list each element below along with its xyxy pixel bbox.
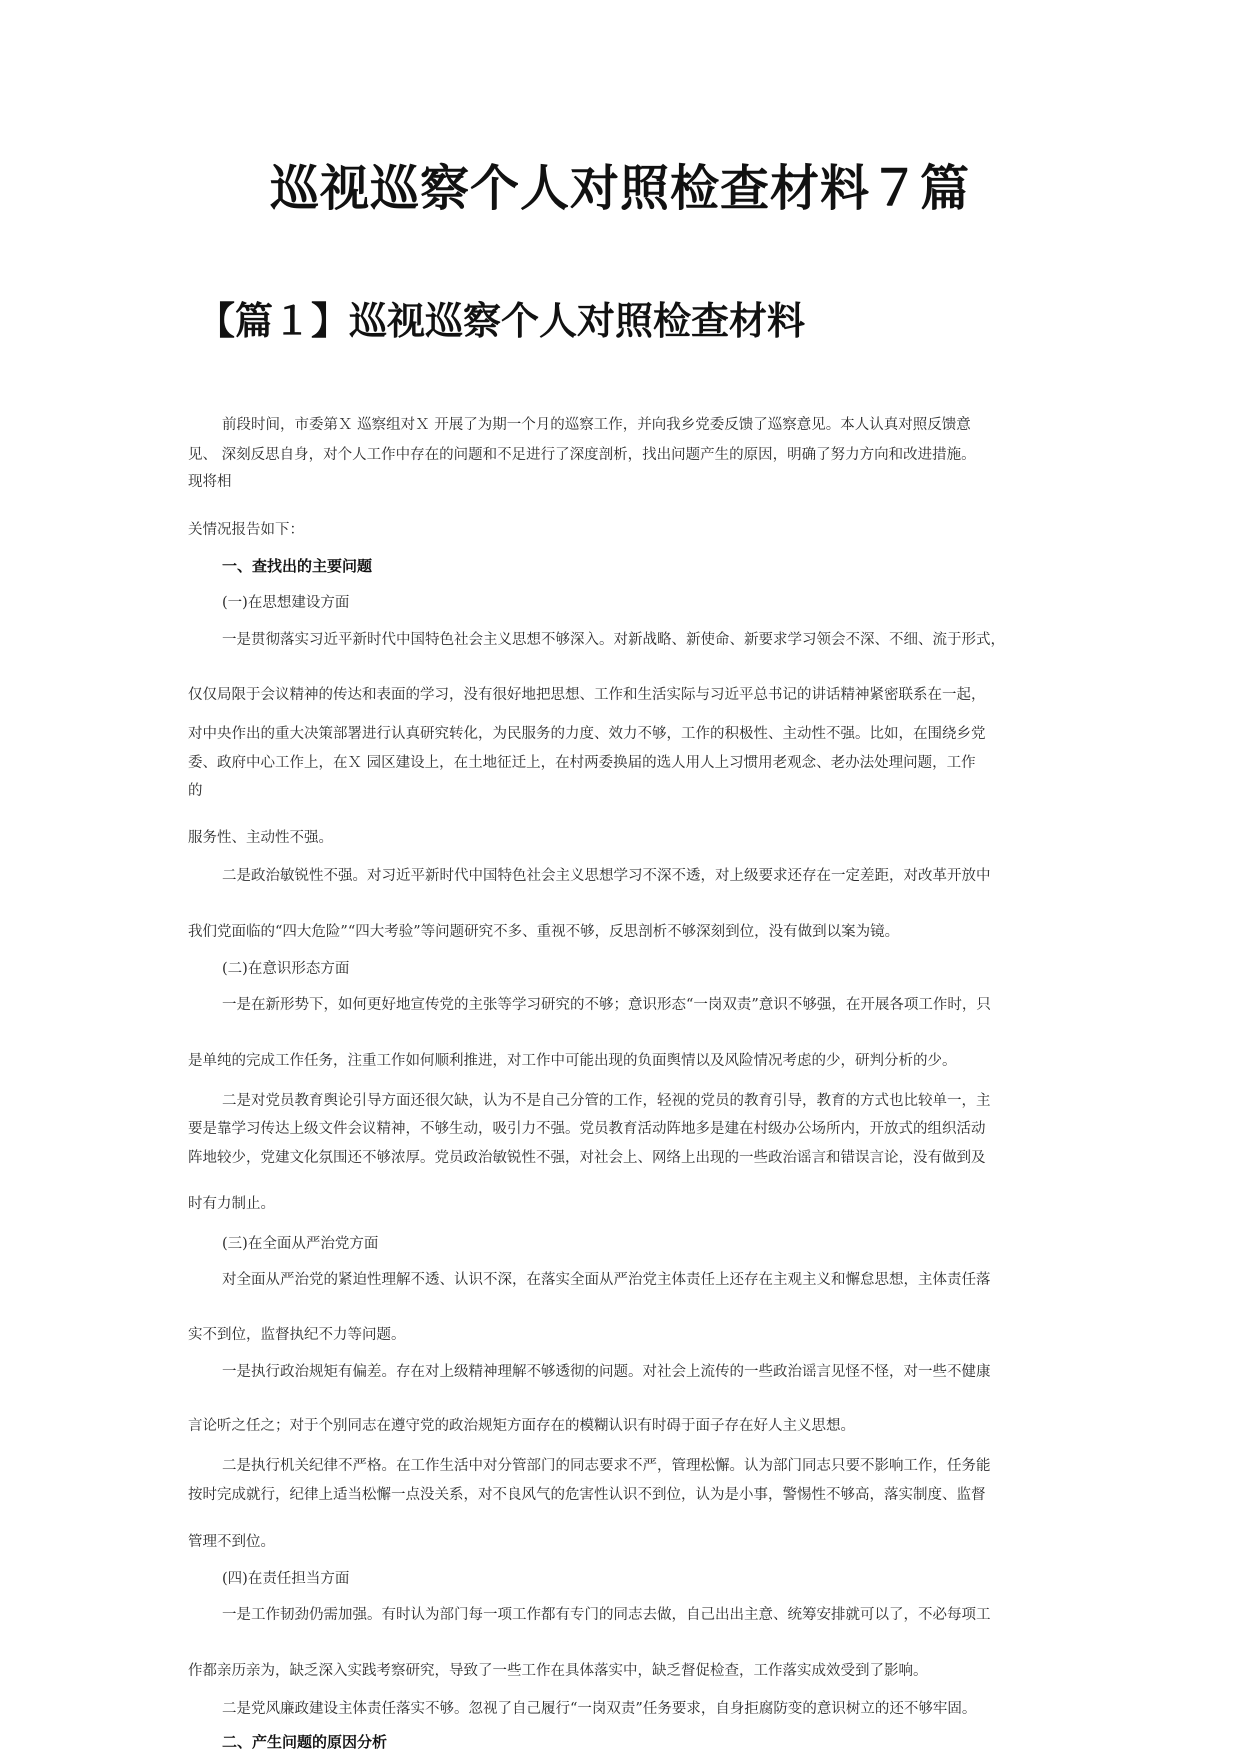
paragraph-line: 关情况报告如下：	[188, 522, 304, 538]
paragraph-line: 前段时间，市委第Ｘ 巡察组对Ｘ 开展了为期一个月的巡察工作，并向我乡党委反馈了巡察意见。本人认真对照反馈意	[222, 417, 971, 433]
paragraph-line: 的	[188, 783, 203, 799]
document-title: 巡视巡察个人对照检查材料７篇	[269, 159, 970, 217]
heading-main-problems: 一、查找出的主要问题	[222, 557, 373, 575]
paragraph-line: 作都亲历亲为，缺乏深入实践考察研究，导致了一些工作在具体落实中，缺乏督促检查，工作落实成效受到了影响。	[188, 1663, 928, 1679]
subheading: (三)在全面从严治党方面	[222, 1236, 379, 1252]
paragraph-line: 二是对党员教育舆论引导方面还很欠缺，认为不是自己分管的工作，轻视的党员的教育引导，教育的方式也比较单一，主	[222, 1093, 991, 1109]
paragraph-line: 二是政治敏锐性不强。对习近平新时代中国特色社会主义思想学习不深不透，对上级要求还存在一定差距，对改革开放中	[222, 868, 991, 884]
paragraph-line: 一是工作韧劲仍需加强。有时认为部门每一项工作都有专门的同志去做，自己出出主意、统筹安排就可以了，不必每项工	[222, 1607, 991, 1623]
paragraph-line: 见、 深刻反思自身，对个人工作中存在的问题和不足进行了深度剖析，找出问题产生的原因，明确了努力方向和改进措施。	[188, 447, 976, 463]
paragraph-line: 是单纯的完成工作任务，注重工作如何顺利推进，对工作中可能出现的负面舆情以及风险情况考虑的少，研判分析的少。	[188, 1053, 957, 1069]
paragraph-line: 时有力制止。	[188, 1196, 275, 1212]
paragraph-line: 一是执行政治规矩有偏差。存在对上级精神理解不够透彻的问题。对社会上流传的一些政治谣言见怪不怪，对一些不健康	[222, 1364, 991, 1380]
paragraph-line: 现将相	[188, 474, 232, 490]
heading-cause-analysis: 二、产生问题的原因分析	[222, 1733, 388, 1751]
paragraph-line: 一是贯彻落实习近平新时代中国特色社会主义思想不够深入。对新战略、新使命、新要求学习领会不深、不细、流于形式，	[222, 632, 1005, 648]
paragraph-line: 按时完成就行，纪律上适当松懈一点没关系，对不良风气的危害性认识不到位，认为是小事，警惕性不够高，落实制度、监督	[188, 1487, 986, 1503]
paragraph-line: 一是在新形势下，如何更好地宣传党的主张等学习研究的不够；意识形态“一岗双责”意识不够强，在开展各项工作时，只	[222, 997, 991, 1013]
paragraph-line: 要是靠学习传达上级文件会议精神，不够生动，吸引力不强。党员教育活动阵地多是建在村级办公场所内，开放式的组织活动	[188, 1121, 986, 1137]
paragraph-line: 实不到位，监督执纪不力等问题。	[188, 1327, 406, 1343]
paragraph-line: 仅仅局限于会议精神的传达和表面的学习，没有很好地把思想、工作和生活实际与习近平总书记的讲话精神紧密联系在一起，	[188, 687, 986, 703]
subheading: (四)在责任担当方面	[222, 1571, 350, 1587]
paragraph-line: 言论听之任之；对于个别同志在遵守党的政治规矩方面存在的模糊认识有时碍于面子存在好人主义思想。	[188, 1418, 855, 1434]
paragraph-line: 我们党面临的“四大危险”“四大考验”等问题研究不多、重视不够，反思剖析不够深刻到位，没有做到以案为镜。	[188, 924, 900, 940]
section-title: 【篇１】巡视巡察个人对照检查材料	[197, 298, 806, 343]
paragraph-line: 对全面从严治党的紧迫性理解不透、认识不深，在落实全面从严治党主体责任上还存在主观主义和懈怠思想，主体责任落	[222, 1272, 991, 1288]
paragraph-line: 阵地较少，党建文化氛围还不够浓厚。党员政治敏锐性不强，对社会上、网络上出现的一些政治谣言和错误言论，没有做到及	[188, 1150, 986, 1166]
paragraph-line: 二是党风廉政建设主体责任落实不够。忽视了自己履行“一岗双责”任务要求，自身拒腐防变的意识树立的还不够牢固。	[222, 1701, 977, 1717]
paragraph-line: 二是执行机关纪律不严格。在工作生活中对分管部门的同志要求不严，管理松懈。认为部门同志只要不影响工作，任务能	[222, 1458, 991, 1474]
paragraph-line: 对中央作出的重大决策部署进行认真研究转化，为民服务的力度、效力不够，工作的积极性、主动性不强。比如，在围绕乡党	[188, 726, 986, 742]
subheading: (一)在思想建设方面	[222, 595, 350, 611]
paragraph-line: 服务性、主动性不强。	[188, 830, 333, 846]
paragraph-line: 委、政府中心工作上，在Ｘ 园区建设上，在土地征迁上，在村两委换届的选人用人上习惯用老观念、老办法处理问题，工作	[188, 755, 976, 771]
paragraph-line: 管理不到位。	[188, 1534, 275, 1550]
subheading: (二)在意识形态方面	[222, 961, 350, 977]
